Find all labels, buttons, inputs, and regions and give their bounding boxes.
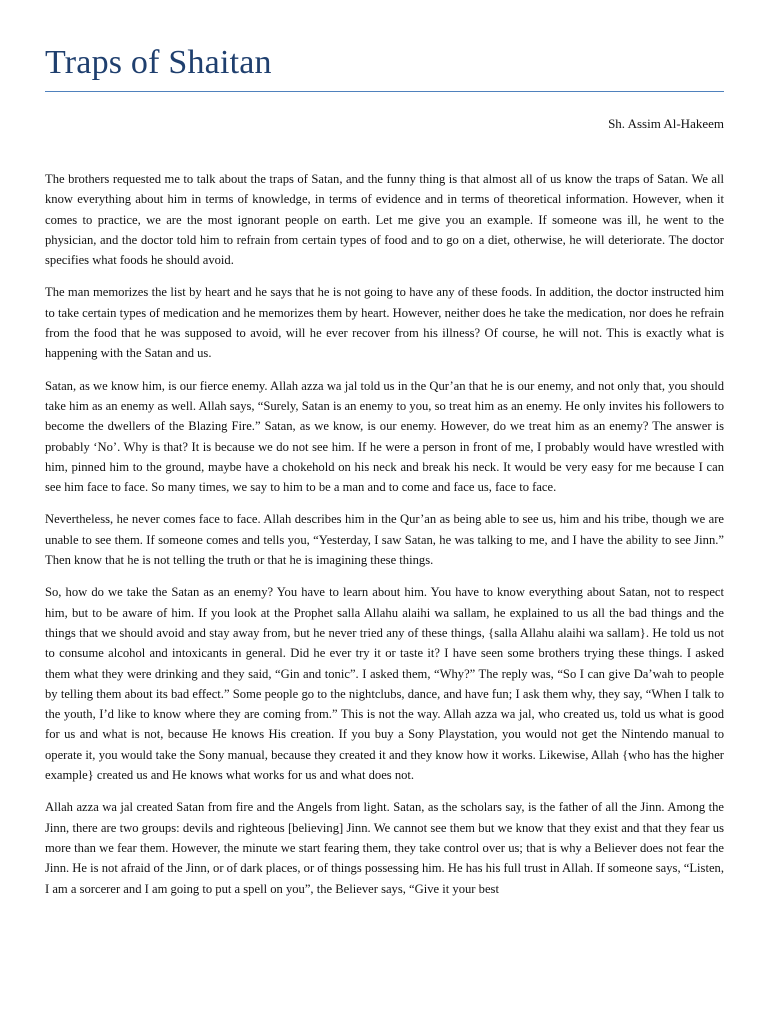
paragraph: So, how do we take the Satan as an enemy? You have to learn about him. You have to know everything about Satan, not to respect him, but to be aware of him. If you look at the Prophet salla Allahu alaihi wa sallam, he explained to us all the bad things and the things that we should avoid and stay away from, but he never tried any of these things, {salla Allahu alaihi wa sallam}. He told us not to consume alcohol and intoxicants in general. Did he ever try it or taste it? I have seen some brothers trying these things. I asked them what they were drinking and they said, “Gin and tonic”. I asked them, “Why?” The reply was, “So I can give Da’wah to people by telling them about its bad effect.” Some people go to the nightclubs, dance, and have fun; I ask them why, they say, “When I talk to the youth, I’d like to know where they are coming from.” This is not the way. Allah azza wa jal, who created us, told us what is good for us and what is not, because He knows His creation. If you buy a Sony Playstation, you would not get the Nintendo manual to operate it, you would take the Sony manual, because they created it and they know how it works. Likewise, Allah {who has the higher example} created us and He knows what works for us and what does not. xyxy=(45,585,724,783)
article-body xyxy=(45,169,724,911)
title-divider xyxy=(45,91,724,92)
author-name: Sh. Assim Al-Hakeem xyxy=(608,116,724,131)
paragraph: The brothers requested me to talk about the traps of Satan, and the funny thing is that almost all of us know the traps of Satan. We all know everything about him in terms of knowledge, in terms of evidence and in terms of theoretical information. However, when it comes to practice, we are the most ignorant people on earth. Let me give you an example. If someone was ill, he went to the physician, and the doctor told him to refrain from certain types of food and to go on a diet, otherwise, he will deteriorate. The doctor specifies what foods he should avoid. xyxy=(45,172,724,268)
paragraph: Allah azza wa jal created Satan from fire and the Angels from light. Satan, as the scholars say, is the father of all the Jinn. Among the Jinn, there are two groups: devils and righteous [believing] Jinn. We cannot see them but we know that they exist and that they fear us more than we fear them. However, the minute we start fearing them, they take control over us; that is why a Believer does not fear the Jinn. He is not afraid of the Jinn, or of dark places, or of things possessing him. He has his full trust in Allah. If someone says, “Listen, I am a sorcerer and I am going to put a spell on you”, the Believer says, “Give it your best xyxy=(45,800,724,896)
paragraph: The man memorizes the list by heart and he says that he is not going to have any of these foods. In addition, the doctor instructed him to take certain types of medication and he memorizes them by heart. However, neither does he take the medication, nor does he refrain from the food that he was supposed to avoid, will he ever recover from his illness? Of course, he will not. This is exactly what is happening with the Satan and us. xyxy=(45,285,724,361)
paragraph: Nevertheless, he never comes face to face. Allah describes him in the Qur’an as being able to see us, him and his tribe, though we are unable to see them. If someone comes and tells you, “Yesterday, I saw Satan, he was talking to me, and I have the ability to see Jinn.” Then know that he is not telling the truth or that he is imagining these things. xyxy=(45,512,724,568)
paragraph: Satan, as we know him, is our fierce enemy. Allah azza wa jal told us in the Qur’an that he is our enemy, and not only that, you should take him as an enemy as well. Allah says, “Surely, Satan is an enemy to you, so treat him as an enemy. He only invites his followers to become the dwellers of the Blazing Fire.” Satan, as we know, is our enemy. However, do we treat him as an enemy? The answer is probably ‘No’. Why is that? It is because we do not see him. If he were a person in front of me, I probably would have wrestled with him, pinned him to the ground, maybe have a chokehold on his neck and break his neck. It would be very easy for me because I can see him face to face. So many times, we say to him to be a man and to come and face us, face to face. xyxy=(45,378,724,495)
page-title: Traps of Shaitan xyxy=(45,44,272,81)
